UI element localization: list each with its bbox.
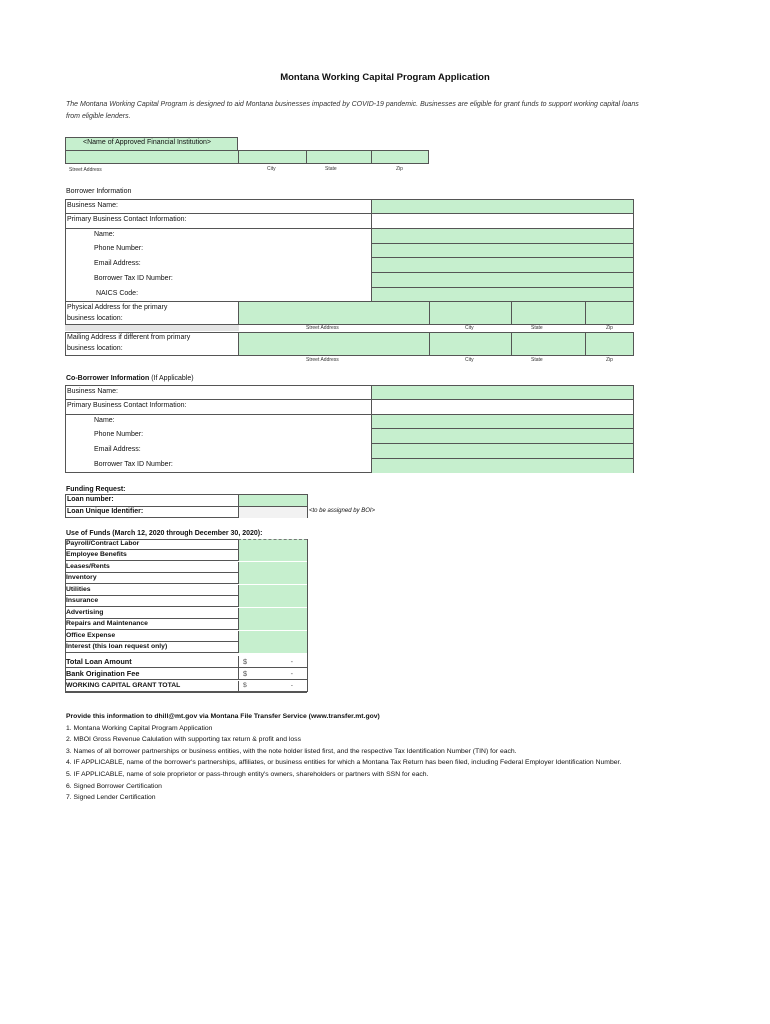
provide-item: 3. Names of all borrower partnerships or business entities, with the note holder listed first, and the respective Tax Identification Number (TIN) for each.	[66, 747, 517, 755]
coborrower-name-field[interactable]	[372, 415, 633, 428]
provide-heading: Provide this information to dhill@mt.gov via Montana File Transfer Service (www.transfer.mt.gov)	[66, 713, 380, 720]
funds-row-amount-field[interactable]	[238, 562, 307, 573]
coborrower-name-label: Name:	[94, 417, 115, 424]
funds-row-label: Advertising	[66, 608, 104, 616]
coborrower-contact-label: Primary Business Contact Information:	[67, 402, 187, 409]
mailing-street-label: Street Address	[306, 357, 339, 363]
provide-list	[66, 711, 621, 804]
funds-row-amount-field[interactable]	[238, 539, 307, 550]
lender-street-field[interactable]	[65, 150, 239, 164]
funds-row	[65, 562, 307, 573]
loan-uid-field	[239, 507, 307, 518]
funds-row-label: Office Expense	[66, 631, 116, 639]
funds-row-label: Repairs and Maintenance	[66, 620, 148, 628]
coborrower-heading-note: (If Applicable)	[151, 375, 194, 382]
funds-total-label: WORKING CAPITAL GRANT TOTAL	[66, 681, 181, 689]
borrower-naics-field[interactable]	[372, 288, 633, 302]
borrower-phone-label: Phone Number:	[94, 245, 144, 252]
currency-symbol: $	[243, 669, 248, 678]
lender-state-field[interactable]	[306, 150, 372, 164]
borrower-name-label: Name:	[94, 231, 115, 238]
funds-row-label: Insurance	[66, 597, 99, 605]
funds-total-row	[65, 668, 307, 680]
lender-city-field[interactable]	[238, 150, 307, 164]
mailing-street-field[interactable]	[238, 332, 430, 356]
funds-row-amount-field[interactable]	[238, 596, 307, 607]
coborrower-email-label: Email Address:	[94, 446, 141, 453]
provide-item: 6. Signed Borrower Certification	[66, 782, 162, 790]
funds-row	[65, 539, 307, 550]
mailing-zip-label: Zip	[606, 357, 613, 363]
loan-uid-note: <to be assigned by BOI>	[309, 508, 376, 514]
lender-zip-field[interactable]	[371, 150, 429, 164]
total-amount: -	[290, 681, 293, 689]
funds-total-value	[238, 681, 307, 693]
funds-row-label: Inventory	[66, 574, 97, 582]
physical-street-field[interactable]	[238, 301, 430, 325]
coborrower-heading	[66, 375, 194, 382]
intro-text: The Montana Working Capital Program is designed to aid Montana businesses impacted by COVID-19 pandemic. Businesses are eligible for grant funds to support working capital loans from eligible lenders.	[66, 101, 639, 120]
borrower-contact-label: Primary Business Contact Information:	[67, 216, 187, 223]
coborrower-business-name-field[interactable]	[372, 386, 633, 399]
borrower-email-label: Email Address:	[94, 260, 141, 267]
funds-total-row	[65, 656, 307, 668]
currency-symbol: $	[243, 656, 248, 666]
provide-item: 4. IF APPLICABLE, name of the borrower's partnerships, affiliates, or business entities for which a Montana Tax Return has been filed, including Federal Employer Identification Number.	[66, 759, 622, 767]
funds-row	[65, 585, 307, 596]
mailing-city-label: City	[465, 357, 474, 363]
funds-row	[65, 596, 307, 607]
provide-item: 7. Signed Lender Certification	[66, 794, 156, 802]
funds-row-amount-field[interactable]	[238, 619, 307, 630]
funds-row	[65, 631, 307, 642]
lender-name-placeholder: <Name of Approved Financial Institution>	[83, 139, 212, 146]
loan-number-field[interactable]	[239, 495, 307, 506]
physical-address-label-1: Physical Address for the primary	[67, 304, 168, 311]
physical-city-label: City	[465, 325, 474, 331]
physical-street-label: Street Address	[306, 325, 339, 331]
funds-row	[65, 642, 307, 653]
loan-number-label: Loan number:	[67, 496, 114, 503]
funds-total-value	[238, 668, 307, 680]
use-of-funds-heading: Use of Funds (March 12, 2020 through December 30, 2020):	[66, 530, 263, 537]
funds-row	[65, 608, 307, 619]
borrower-phone-field[interactable]	[372, 244, 633, 257]
funds-row-label: Payroll/Contract Labor	[66, 540, 140, 547]
funds-row-amount-field[interactable]	[238, 573, 307, 584]
physical-state-label: State	[531, 325, 543, 331]
loan-uid-label: Loan Unique Identifier:	[67, 508, 144, 515]
borrower-taxid-field[interactable]	[372, 273, 633, 287]
coborrower-taxid-field[interactable]	[372, 459, 633, 473]
mailing-zip-field[interactable]	[585, 332, 634, 356]
coborrower-phone-label: Phone Number:	[94, 431, 144, 438]
lender-state-label: State	[325, 166, 337, 172]
provide-item: 2. MBOI Gross Revenue Calulation with supporting tax return & profit and loss	[66, 736, 301, 744]
physical-zip-label: Zip	[606, 325, 613, 331]
provide-item: 5. IF APPLICABLE, name of sole proprietor or pass-through entity's owners, shareholders or partners with SSN for each.	[66, 770, 429, 778]
funds-total-value	[238, 656, 307, 668]
funds-row-amount-field[interactable]	[238, 550, 307, 561]
borrower-taxid-label: Borrower Tax ID Number:	[94, 275, 173, 282]
mailing-state-field[interactable]	[511, 332, 586, 356]
coborrower-heading-text: Co-Borrower Information	[66, 375, 150, 382]
coborrower-email-field[interactable]	[372, 444, 633, 458]
funds-row-label: Utilities	[66, 585, 91, 593]
funds-total-label: Bank Origination Fee	[66, 669, 140, 678]
coborrower-phone-field[interactable]	[372, 429, 633, 443]
physical-state-field[interactable]	[511, 301, 586, 325]
physical-city-field[interactable]	[429, 301, 512, 325]
physical-zip-field[interactable]	[585, 301, 634, 325]
funds-row	[65, 550, 307, 561]
page-title: Montana Working Capital Program Application	[280, 72, 490, 83]
borrower-naics-label: NAICS Code:	[96, 290, 139, 297]
funds-total-row	[65, 681, 307, 693]
provide-item: 1. Montana Working Capital Program Application	[66, 724, 213, 732]
coborrower-taxid-label: Borrower Tax ID Number:	[94, 461, 173, 468]
borrower-business-name-label: Business Name:	[67, 202, 118, 209]
funding-heading: Funding Request:	[66, 486, 126, 493]
funds-row-label: Interest (this loan request only)	[66, 643, 168, 651]
funds-row-amount-field[interactable]	[238, 585, 307, 596]
funds-row-amount-field[interactable]	[238, 631, 307, 642]
currency-symbol: $	[243, 681, 247, 689]
borrower-heading: Borrower Information	[66, 188, 132, 195]
physical-address-label-2: business location:	[67, 315, 123, 322]
funds-row	[65, 619, 307, 630]
total-amount: -	[290, 669, 293, 678]
funds-row	[65, 573, 307, 584]
lender-street-label: Street Address	[69, 167, 102, 173]
funds-row-amount-field[interactable]	[238, 608, 307, 619]
funds-total-label: Total Loan Amount	[66, 656, 132, 666]
mailing-address-label-1: Mailing Address if different from primary	[67, 334, 191, 341]
total-amount: -	[290, 656, 293, 666]
borrower-email-field[interactable]	[372, 258, 633, 272]
coborrower-business-name-label: Business Name:	[67, 388, 118, 395]
lender-zip-label: Zip	[396, 166, 403, 172]
mailing-state-label: State	[531, 357, 543, 363]
mailing-address-label-2: business location:	[67, 345, 123, 352]
lender-city-label: City	[267, 166, 276, 172]
funds-row-label: Employee Benefits	[66, 551, 127, 559]
funds-row-amount-field[interactable]	[238, 642, 307, 653]
funds-row-label: Leases/Rents	[66, 562, 110, 570]
borrower-name-field[interactable]	[372, 229, 633, 243]
mailing-city-field[interactable]	[429, 332, 512, 356]
borrower-business-name-field[interactable]	[372, 200, 633, 213]
